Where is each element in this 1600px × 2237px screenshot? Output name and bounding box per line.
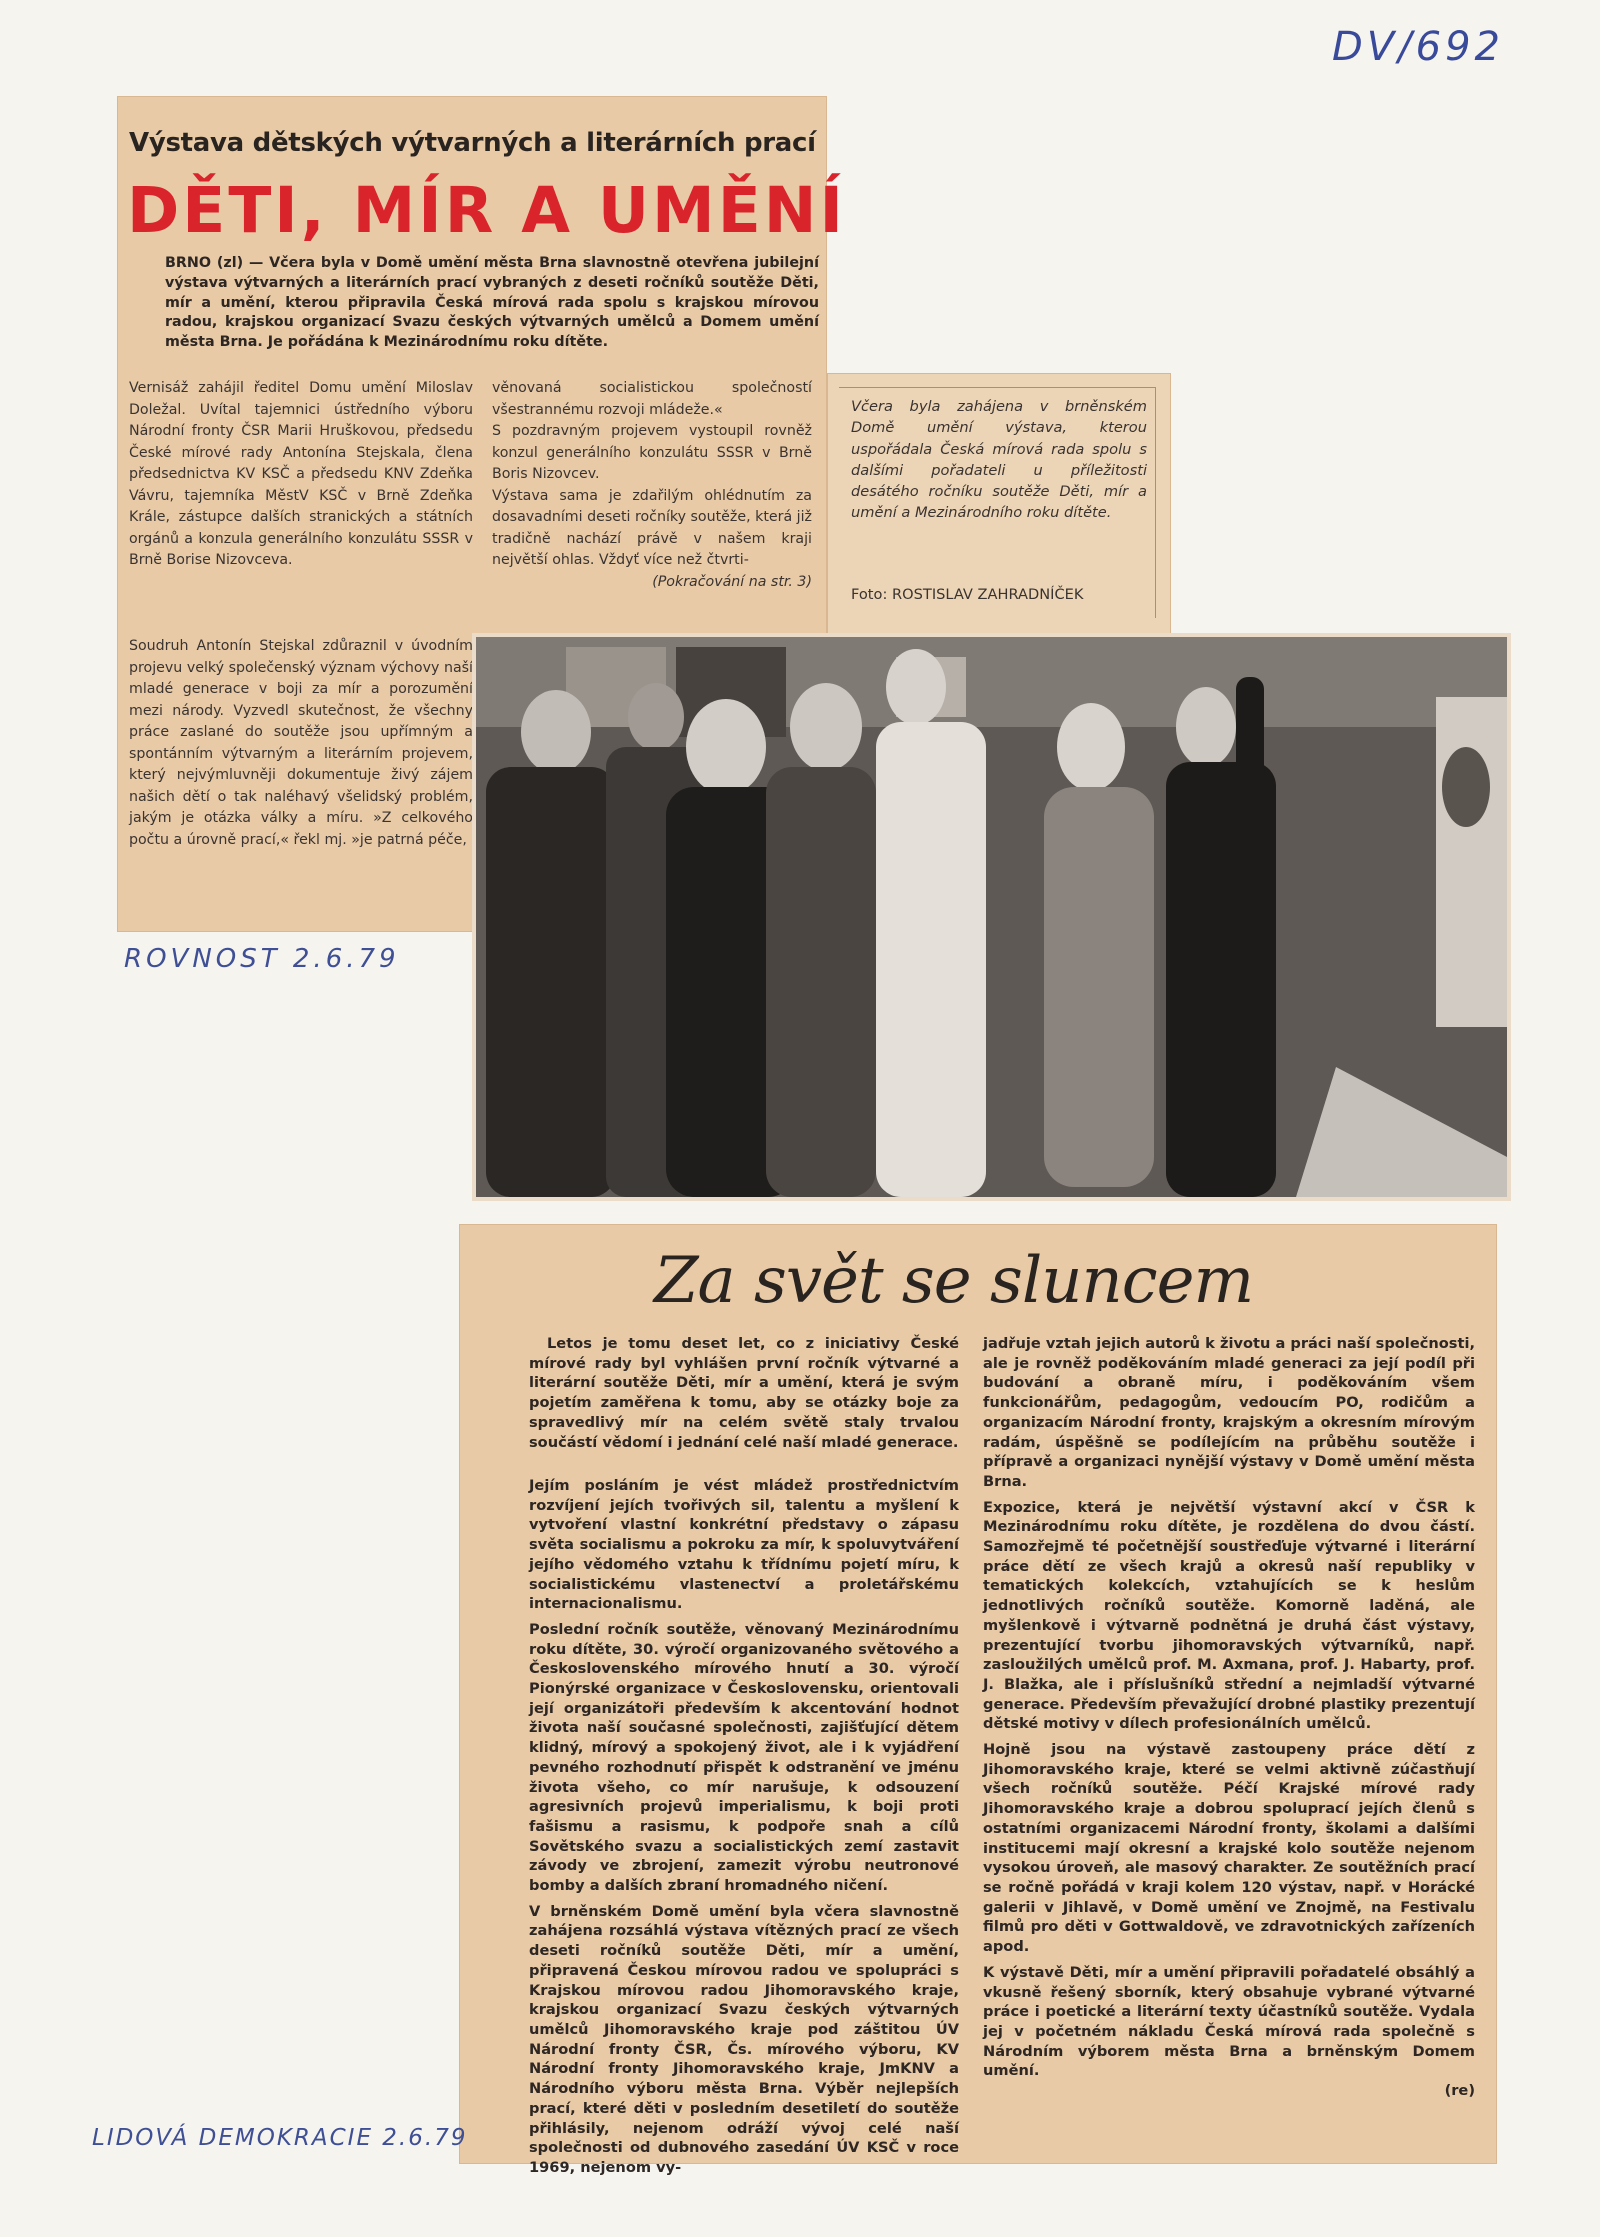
article2-p4: jadřuje vztah jejich autorů k životu a práci naší společnosti, ale je rovněž poděkováním mladé generaci za její podíl při budování a obraně míru, i poděkováním všem funkcionářům, pedagogům, vedoucím PO, rodičům a organizacím Národní fronty, krajským a okresním mírovým radám, úspěšně se podílejícím na průběhu soutěže i přípravě a organizaci nynější výstavy v Domě umění města Brna. — [983, 1335, 1475, 1490]
exhibition-photo-scene — [476, 637, 1507, 1197]
article2-signature: (re) — [1444, 2082, 1475, 2100]
article2-p1: Jejím posláním je vést mládež prostřednictvím rozvíjení jejích tvořivých sil, talentu a myšlení k vytvoření vlastní konkrétní představy o zápasu světa socialismu a pokroku za mír, k spoluvytváření jejího vědomého vztahu k třídnímu pojetí míru, k socialistickému vlastenectví a proletářskému internacionalismu. — [529, 1477, 959, 1613]
article2-p2: Poslední ročník soutěže, věnovaný Mezinárodnímu roku dítěte, 30. výročí organizovaného světového a Československého mírového hnutí a 30. výročí Pionýrské organizace v Československu, orientovali její organizátoři především k akcentování hodnot života naší současné společnosti, zajišťující dětem klidný, mírový a spokojený život, ale i k vyjádření pevného rozhodnutí přispět k odstranění ve jménu života všeho, co mír narušuje, k odsouzení agresivních projevů imperialismu, k boji proti fašismu a rasismu, k podpoře snah a cílů Sovětského svazu a socialistických zemí zastavit závody ve zbrojení, zamezit výrobu neutronové bomby a dalších zbraní hromadného ničení. — [529, 1620, 959, 1895]
article1-kicker: Výstava dětských výtvarných a literárních prací — [129, 128, 816, 158]
archive-mark: DV/692 — [1332, 24, 1504, 70]
article2-col2 — [983, 1334, 1475, 2101]
article1-col2c: Výstava sama je zdařilým ohlédnutím za dosavadními deseti ročníky soutěže, která již tradičně nachází právě v našem kraji největší ohlas. Vždyť více než čtvrti- — [492, 487, 812, 568]
rovnost-caption-clipping — [827, 373, 1171, 637]
article2-intro: Letos je tomu deset let, co z iniciativy České mírové rady byl vyhlášen první ročník výtvarné a literární soutěže Děti, mír a umění, která je svým pojetím zaměřena k tomu, aby se otázky boje za spravedlivý mír na celém světě staly trvalou součástí vědomí i jednání celé naší mladé generace. — [529, 1335, 959, 1451]
article1-col1a: Vernisáž zahájil ředitel Domu umění Miloslav Doležal. Uvítal tajemnici ústředního výboru Národní fronty ČSR Marii Hruškovou, předsedu České mírové rady Antonína Stejskala, člena předsednictva KV KSČ a předsedu KNV Zdeňka Vávru, tajemníka MěstV KSČ v Brně Zdeňka Krále, zástupce dalších stranických a státních orgánů a konzula generálního konzulátu SSSR v Brně Borise Nizovceva. — [129, 380, 473, 568]
lidova-source-label: LIDOVÁ DEMOKRACIE 2.6.79 — [92, 2125, 468, 2151]
photo-caption-box — [839, 387, 1156, 618]
exhibition-photo — [476, 637, 1507, 1197]
article2-headline: Za svět se sluncem — [654, 1244, 1254, 1318]
photo-credit: Foto: ROSTISLAV ZAHRADNÍČEK — [851, 586, 1084, 603]
article1-col2 — [492, 378, 812, 593]
lidova-clipping — [459, 1224, 1497, 2176]
article1-col1b: Soudruh Antonín Stejskal zdůraznil v úvodním projevu velký společenský význam výchovy naší mladé generace v boji za mír a porozumění mezi národy. Vyzvedl skutečnost, že všechny práce zaslané do soutěže jsou upřímným a spontánním výtvarným a literárním projevem, který nejvýmluvněji dokumentuje živý zájem našich dětí o tak naléhavý všelidský problém, jakým je otázka války a míru. »Z celkového počtu a úrovně prací,« řekl mj. »je patrná péče, — [129, 638, 473, 848]
article1-continued: (Pokračování na str. 3) — [652, 573, 812, 590]
article2-p7: K výstavě Děti, mír a umění připravili pořadatelé obsáhlý a vkusně řešený sborník, který obsahuje vybrané výtvarné práce i poetické a literární texty účastníků soutěže. Vydala jej v početném nákladu Česká mírová rada společně s Národním výborem města Brna a brněnským Domem umění. — [983, 1963, 1475, 2080]
article2-p5: Expozice, která je největší výstavní akcí v ČSR k Mezinárodnímu roku dítěte, je rozdělena do dvou částí. Samozřejmě té početnější soustřeďuje výtvarné i literární práce dětí ze všech krajů a okresů naší republiky v tematických kolekcích, vztahujících se k heslům jednotlivých ročníků soutěže. Komorně laděná, ale myšlenkově i výtvarně podnětná je druhá část výstavy, prezentující tvorbu jihomoravských výtvarníků, např. zasloužilých umělců prof. M. Axmana, prof. J. Habarty, prof. J. Blažka, ale i příslušníků střední a nejmladší výtvarné generace. Především převažující drobné plastiky prezentují dětské motivy v dílech profesionálních umělců. — [983, 1498, 1475, 1733]
article1-lead: BRNO (zl) — Včera byla v Domě umění města Brna slavnostně otevřena jubilejní výstava výtvarných a literárních prací vybraných z deseti ročníků soutěže Děti, mír a umění, kterou připravila Česká mírová rada spolu s krajskou mírovou radou, krajskou organizací Svazu českých výtvarných umělců a Domem umění města Brna. Je pořádána k Mezinárodnímu roku dítěte. — [165, 255, 819, 351]
article1-headline: DĚTI, MÍR A UMĚNÍ — [127, 174, 846, 247]
article1-col2b: S pozdravným projevem vystoupil rovněž konzul generálního konzulátu SSSR v Brně Boris Nizovcev. — [492, 423, 812, 482]
article2-p3: V brněnském Domě umění byla včera slavnostně zahájena rozsáhlá výstava vítězných prací ze všech deseti ročníků soutěže Děti, mír a umění, připravená Českou mírovou radou ve spolupráci s Krajskou mírovou radou Jihomoravského kraje, krajskou organizací Svazu českých výtvarných umělců Jihomoravského kraje pod záštitou ÚV Národní fronty ČSR, Čs. mírového výboru, KV Národní fronty Jihomoravského kraje, JmKNV a Národního výboru města Brna. Výběr nejlepších prací, které děti v posledním desetiletí do soutěže přihlásily, nejenom odráží vývoj celé naší společnosti od dubnového zasedání ÚV KSČ v roce 1969, nejenom vy- — [529, 1902, 959, 2176]
article2-col1 — [529, 1476, 959, 2178]
rovnost-source-label: ROVNOST 2.6.79 — [124, 944, 400, 974]
photo-caption: Včera byla zahájena v brněnském Domě umění výstava, kterou uspořádala Česká mírová rada spolu s dalšími pořadateli u příležitosti desátého ročníku soutěže Děti, mír a umění a Mezinárodního roku dítěte. — [851, 398, 1147, 522]
article2-p6: Hojně jsou na výstavě zastoupeny práce dětí z Jihomoravského kraje, které se velmi aktivně zúčastňují všech ročníků soutěže. Péčí Krajské mírové rady Jihomoravského kraje a dobrou spoluprací jejích členů s ostatními organizacemi Národní fronty, školami a dalšími institucemi mají okresní a krajské kolo soutěže nejenom vysokou úroveň, ale masový charakter. Ze soutěžních prací se ročně pořádá v kraji kolem 120 výstav, např. v Horácké galerii v Jihlavě, v Domě umění ve Znojmě, na Festivalu filmů pro děti v Gottwaldově, ve zdravotnických zařízeních apod. — [983, 1741, 1475, 1956]
article1-col2a: věnovaná socialistickou společností všestrannému rozvoji mládeže.« — [492, 380, 812, 418]
